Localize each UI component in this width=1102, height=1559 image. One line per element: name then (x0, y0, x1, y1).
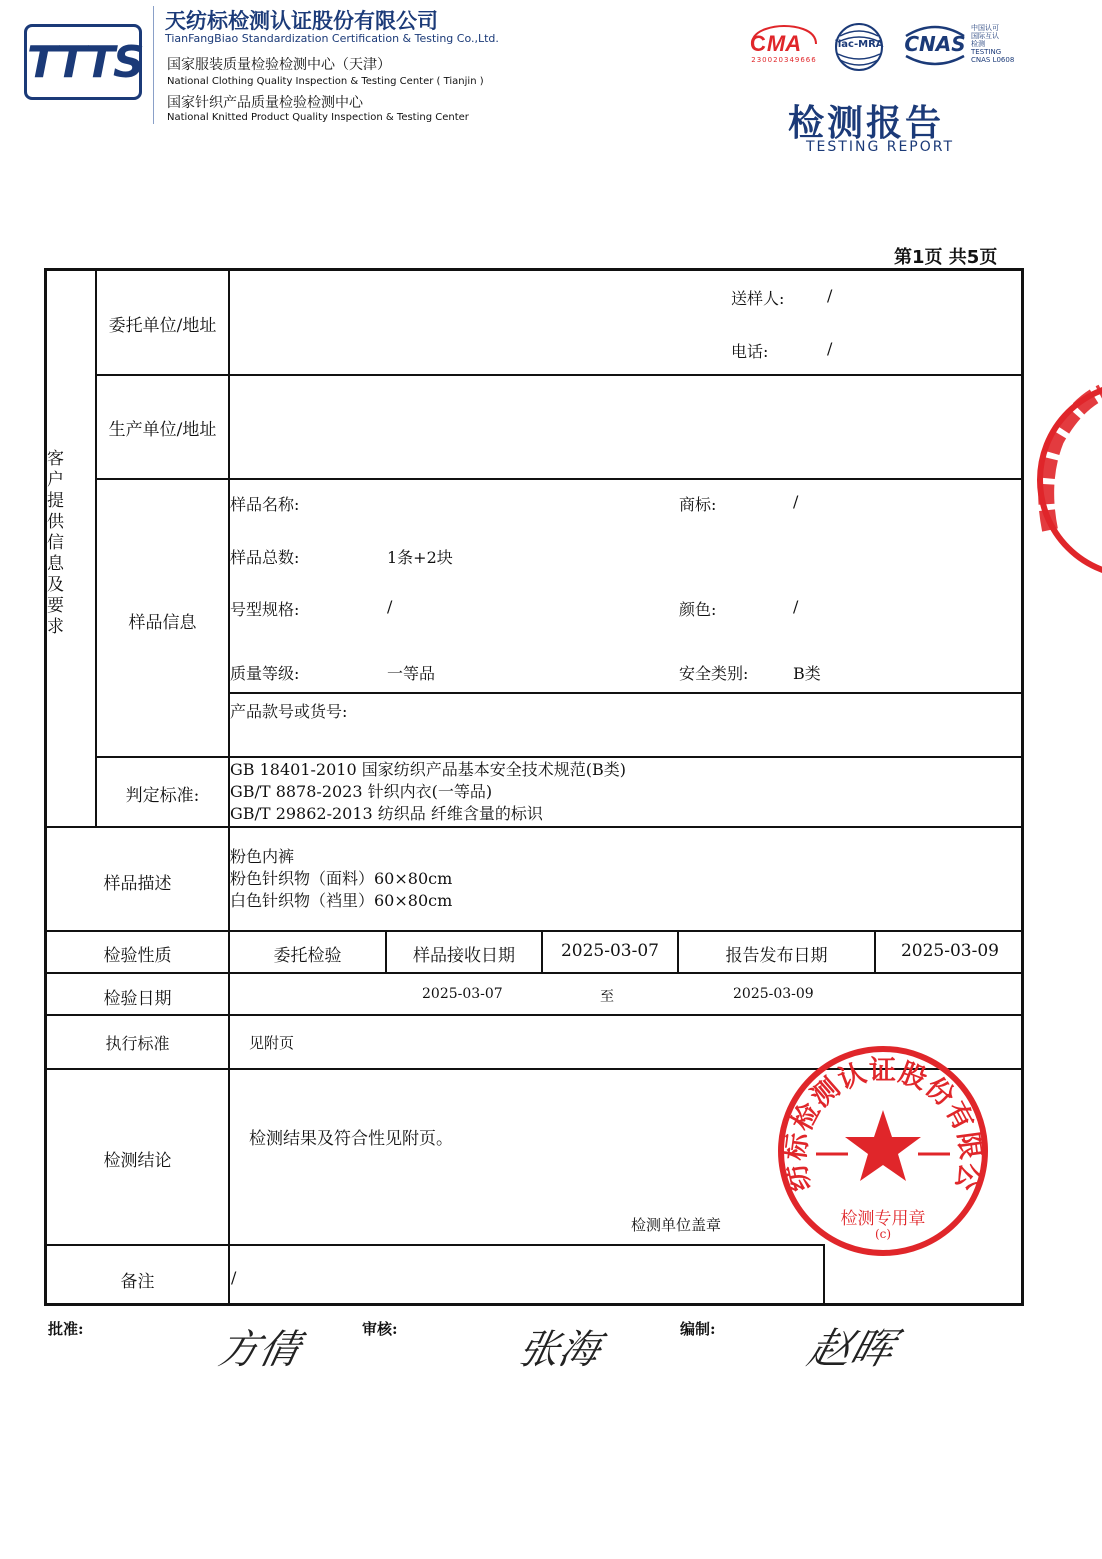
center1-name-cn: 国家服装质量检验检测中心（天津） (167, 57, 391, 73)
conclusion-value: 检测结果及符合性见附页。 (249, 1129, 453, 1149)
exec-standard-label: 执行标准 (105, 1034, 170, 1053)
issue-date-value: 2025-03-09 (900, 941, 999, 961)
edge-seal (1036, 380, 1102, 580)
col-divider (95, 271, 97, 828)
inspection-type-label: 检验性质 (103, 946, 172, 966)
manufacturer-label: 生产单位/地址 (108, 420, 217, 440)
review-signature: 张海 (514, 1327, 605, 1373)
sender-label: 送样人: (731, 289, 785, 308)
svg-text:MA: MA (766, 31, 802, 56)
grade-value: 一等品 (387, 664, 436, 683)
model-label: 号型规格: (230, 600, 300, 619)
cnas-side-line: CNAS L0608 (971, 56, 1015, 64)
stamp-note: 检测单位盖章 (631, 1216, 722, 1234)
model-value: / (387, 597, 393, 616)
inspection-type-value: 委托检验 (273, 946, 342, 966)
row-divider (47, 972, 1024, 974)
center2-name-en: National Knitted Product Quality Inspection & Testing Center (167, 112, 469, 123)
client-label: 委托单位/地址 (108, 316, 217, 336)
issue-date-label: 报告发布日期 (725, 946, 828, 966)
cma-number: 230020349666 (751, 56, 817, 64)
safety-value: B类 (793, 664, 821, 683)
seal-code: (c) (874, 1227, 892, 1241)
company-name-cn: 天纺标检测认证股份有限公司 (165, 9, 438, 33)
seal-purpose: 检测专用章 (840, 1209, 926, 1229)
row-divider (47, 826, 1024, 828)
remarks-value: / (231, 1268, 237, 1287)
inspection-date-label: 检验日期 (103, 989, 172, 1009)
cnas-text: CNAS (904, 32, 966, 56)
page-number: 第1页 共5页 (894, 247, 998, 268)
row-divider (97, 478, 1024, 480)
row-divider (47, 1244, 824, 1246)
report-title-cn: 检测报告 (788, 103, 945, 144)
inspection-date-from: 2025-03-07 (422, 986, 503, 1002)
sender-value: / (827, 286, 833, 305)
cnas-side-text (971, 24, 1014, 64)
company-name-en: TianFangBiao Standardization Certification & Testing Co.,Ltd. (165, 32, 499, 45)
criteria-item: GB 18401-2010 国家纺织产品基本安全技术规范(B类) (230, 760, 626, 779)
sample-info-label: 样品信息 (128, 613, 197, 633)
receive-date-label: 样品接收日期 (413, 946, 515, 966)
criteria-list (230, 759, 626, 825)
trademark-value: / (793, 492, 799, 511)
cnas-logo (900, 22, 970, 66)
row-divider (47, 930, 1024, 932)
company-logo (24, 24, 142, 100)
description-item: 粉色内裤 (230, 847, 295, 866)
cnas-side-line: 检测 (971, 40, 985, 48)
cma-logo (748, 22, 820, 66)
prepare-label: 编制: (680, 1320, 716, 1338)
inspection-date-to: 2025-03-09 (733, 986, 814, 1002)
section-label: 客户提供信息及要求 (47, 449, 64, 637)
color-value: / (793, 597, 799, 616)
criteria-item: GB/T 29862-2013 纺织品 纤维含量的标识 (230, 804, 543, 823)
description-label: 样品描述 (103, 874, 172, 894)
logo-text: TTTS (27, 37, 143, 88)
sample-count-label: 样品总数: (230, 548, 300, 567)
conclusion-label: 检测结论 (103, 1151, 172, 1171)
phone-label: 电话: (731, 342, 769, 361)
report-title-en: TESTING REPORT (806, 139, 955, 155)
seal-company-arc: 纺标检测认证股份有限公 (780, 1055, 986, 1195)
criteria-item: GB/T 8878-2023 针织内衣(一等品) (230, 782, 493, 801)
description-item: 白色针织物（裆里）60×80cm (230, 891, 453, 910)
color-label: 颜色: (679, 600, 717, 619)
company-seal (776, 1044, 990, 1258)
inspection-date-to-word: 至 (600, 989, 614, 1005)
description-list (230, 846, 452, 912)
prepare-signature: 赵晖 (802, 1324, 900, 1373)
approve-signature: 方倩 (214, 1327, 305, 1373)
receive-date-value: 2025-03-07 (560, 941, 659, 961)
cnas-side-line: TESTING (971, 48, 1002, 56)
cnas-side-line: 国际互认 (971, 32, 999, 40)
exec-standard-value: 见附页 (249, 1034, 295, 1052)
trademark-label: 商标: (679, 495, 717, 514)
header-divider (153, 6, 154, 124)
ilac-text: ilac-MRA (834, 39, 884, 50)
ilac-mra-logo (830, 22, 888, 66)
review-label: 审核: (362, 1320, 398, 1338)
phone-value: / (827, 339, 833, 358)
center1-name-en: National Clothing Quality Inspection & Testing Center ( Tianjin ) (167, 76, 484, 87)
safety-label: 安全类别: (679, 664, 749, 683)
sample-name-label: 样品名称: (230, 495, 300, 514)
cnas-side-line: 中国认可 (971, 24, 999, 32)
center2-name-cn: 国家针织产品质量检验检测中心 (167, 95, 363, 111)
row-divider (97, 374, 1024, 376)
svg-text:C: C (750, 31, 766, 56)
description-item: 粉色针织物（面料）60×80cm (230, 869, 453, 888)
sample-count-value: 1条+2块 (387, 548, 453, 567)
row-divider (229, 692, 1024, 694)
signature-row (0, 1310, 1102, 1390)
article-label: 产品款号或货号: (230, 702, 348, 721)
criteria-label: 判定标准: (125, 786, 200, 806)
remarks-label: 备注 (120, 1272, 155, 1292)
row-divider (47, 1014, 1024, 1016)
approve-label: 批准: (48, 1320, 84, 1338)
row-divider (97, 756, 1024, 758)
grade-label: 质量等级: (230, 664, 300, 683)
